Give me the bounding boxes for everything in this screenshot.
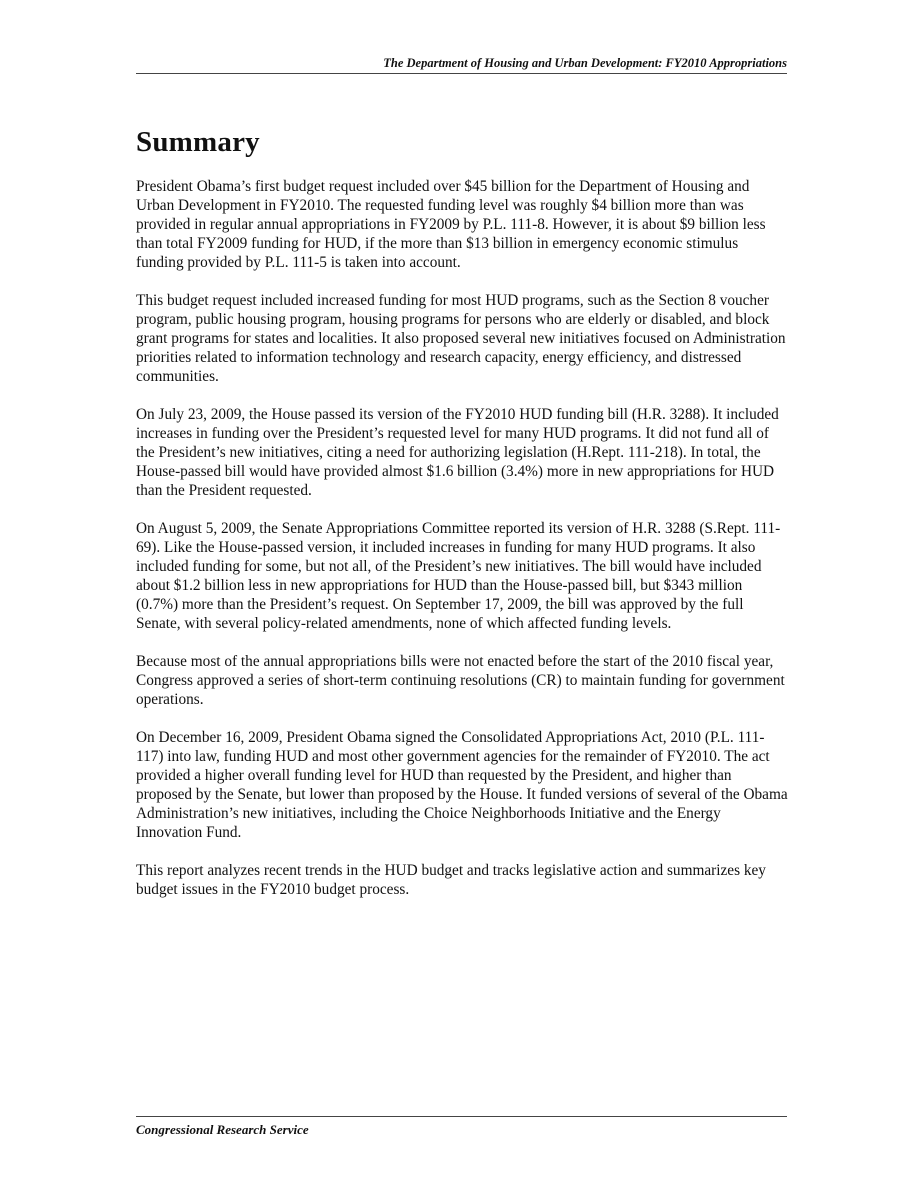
summary-paragraph-5: Because most of the annual appropriations bills were not enacted before the start of the 2010 fiscal year, Congress approved a series of short-term continuing resolutions (CR) to maintain funding for government operations. xyxy=(136,653,785,708)
page-title: Summary xyxy=(136,126,260,158)
footer-organization: Congressional Research Service xyxy=(136,1122,309,1137)
summary-paragraph-7: This report analyzes recent trends in the HUD budget and tracks legislative action and summarizes key budget issues in the FY2010 budget process. xyxy=(136,862,766,898)
summary-paragraph-1: President Obama’s first budget request included over $45 billion for the Department of Housing and Urban Development in FY2010. The requested funding level was roughly $4 billion more than was provided in regular annual appropriations in FY2009 by P.L. 111-8. However, it is about $9 billion less than total FY2009 funding for HUD, if the more than $13 billion in emergency economic stimulus funding provided by P.L. 111-5 is taken into account. xyxy=(136,178,766,271)
summary-paragraph-3: On July 23, 2009, the House passed its version of the FY2010 HUD funding bill (H.R. 3288). It included increases in funding over the President’s requested level for many HUD programs. It did not fund all of the President’s new initiatives, citing a need for authorizing legislation (H.Rept. 111-218). In total, the House-passed bill would have provided almost $1.6 billion (3.4%) more in new appropriations for HUD than the President requested. xyxy=(136,406,779,499)
running-header-title: The Department of Housing and Urban Development: FY2010 Appropriations xyxy=(383,56,787,70)
summary-body xyxy=(136,177,788,918)
summary-paragraph-2: This budget request included increased funding for most HUD programs, such as the Section 8 voucher program, public housing program, housing programs for persons who are elderly or disabled, and block grant programs for states and localities. It also proposed several new initiatives focused on Administration priorities related to information technology and research capacity, energy efficiency, and distressed communities. xyxy=(136,292,786,385)
page-footer xyxy=(136,1116,787,1138)
running-header xyxy=(136,56,787,74)
summary-paragraph-6: On December 16, 2009, President Obama signed the Consolidated Appropriations Act, 2010 (P.L. 111-117) into law, funding HUD and most other government agencies for the remainder of FY2010. The act provided a higher overall funding level for HUD than requested by the President, and higher than proposed by the Senate, but lower than proposed by the House. It funded versions of several of the Obama Administration’s new initiatives, including the Choice Neighborhoods Initiative and the Energy Innovation Fund. xyxy=(136,729,788,841)
summary-paragraph-4: On August 5, 2009, the Senate Appropriations Committee reported its version of H.R. 3288 (S.Rept. 111-69). Like the House-passed version, it included increases in funding for many HUD programs. It also included funding for some, but not all, of the President’s new initiatives. The bill would have included about $1.2 billion less in new appropriations for HUD than the House-passed bill, but $343 million (0.7%) more than the President’s request. On September 17, 2009, the bill was approved by the full Senate, with several policy-related amendments, none of which affected funding levels. xyxy=(136,520,781,632)
